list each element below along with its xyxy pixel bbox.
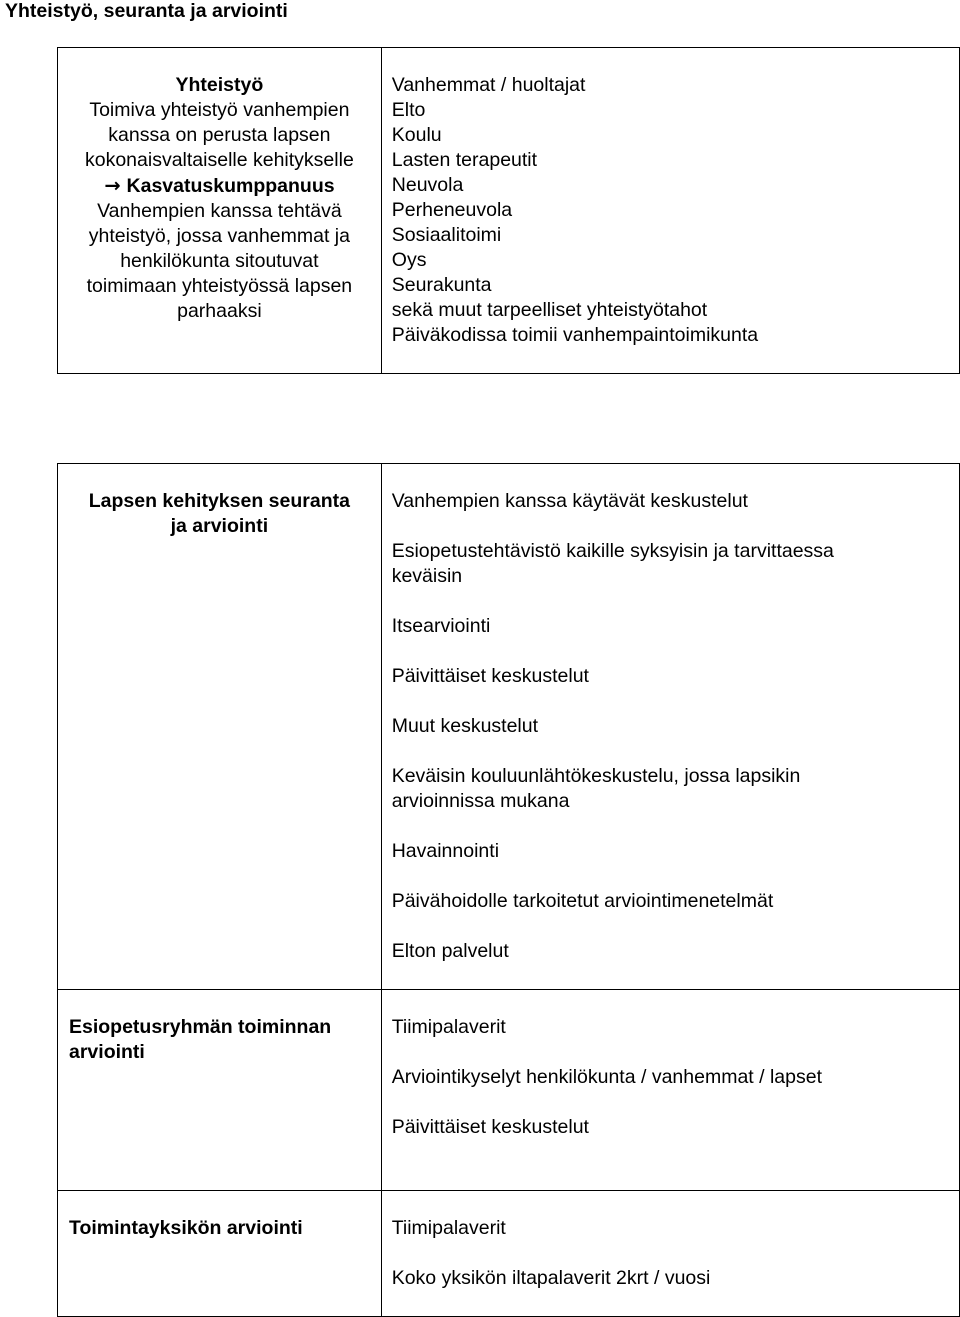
- evaluation-item: Elton palvelut: [391, 940, 509, 962]
- partner-item: Vanhemmat / huoltajat: [391, 74, 586, 96]
- partner-item: Perheneuvola: [391, 199, 513, 221]
- cooperation-text-line: henkilökunta sitoutuvat: [120, 250, 319, 272]
- evaluation-item: Tiimipalaverit: [391, 1217, 506, 1239]
- cooperation-text-line: kanssa on perusta lapsen: [108, 124, 331, 146]
- evaluation-item: Vanhempien kanssa käytävät keskustelut: [391, 490, 748, 512]
- partner-item: Koulu: [391, 124, 442, 146]
- cooperation-text-line: Vanhempien kanssa tehtävä: [97, 200, 342, 222]
- evaluation-row: [58, 464, 960, 990]
- evaluation-item: Keväisin kouluunlähtökeskustelu, jossa lapsikin: [391, 765, 801, 787]
- cooperation-text-line: yhteistyö, jossa vanhemmat ja: [88, 225, 350, 247]
- evaluation-item: Esiopetustehtävistö kaikille syksyisin ja tarvittaessa: [391, 540, 834, 562]
- section-heading-cell: [58, 1191, 382, 1317]
- section-heading: Esiopetusryhmän toiminnan: [69, 1016, 332, 1038]
- section-heading: Lapsen kehityksen seuranta: [88, 490, 350, 512]
- cooperation-heading: Yhteistyö: [175, 74, 264, 96]
- partner-item: Oys: [391, 249, 427, 271]
- cooperation-text-line: parhaaksi: [177, 300, 262, 322]
- partner-item: Sosiaalitoimi: [391, 224, 502, 246]
- cooperation-text-line: toimimaan yhteistyössä lapsen: [86, 275, 353, 297]
- evaluation-item: keväisin: [391, 565, 463, 587]
- cooperation-text-line: Toimiva yhteistyö vanhempien: [89, 99, 350, 121]
- evaluation-item: arvioinnissa mukana: [391, 790, 570, 812]
- section-heading-cell: [58, 990, 382, 1191]
- partner-item: Seurakunta: [391, 274, 492, 296]
- evaluation-table: [57, 463, 960, 1317]
- section-heading-cell: [58, 464, 382, 990]
- evaluation-item: Päivittäiset keskustelut: [391, 1116, 589, 1138]
- partner-item: Päiväkodissa toimii vanhempaintoimikunta: [391, 324, 759, 346]
- evaluation-item: Tiimipalaverit: [391, 1016, 506, 1038]
- partner-item: Elto: [391, 99, 426, 121]
- partner-item: Neuvola: [391, 174, 464, 196]
- section-items-cell: [381, 990, 959, 1191]
- right-arrow-icon: →: [104, 174, 121, 197]
- partner-item: Lasten terapeutit: [391, 149, 538, 171]
- evaluation-item: Muut keskustelut: [391, 715, 539, 737]
- section-heading: Toimintayksikön arviointi: [69, 1217, 303, 1239]
- section-heading: arviointi: [69, 1041, 145, 1063]
- evaluation-item: Itsearviointi: [391, 615, 491, 637]
- evaluation-item: Koko yksikön iltapalaverit 2krt / vuosi: [391, 1267, 711, 1289]
- cooperation-table: [57, 47, 960, 374]
- evaluation-item: Päivähoidolle tarkoitetut arviointimenetelmät: [391, 890, 774, 912]
- cooperation-partners-cell: [381, 48, 959, 374]
- partnership-line: [58, 173, 381, 199]
- evaluation-row: [58, 1191, 960, 1317]
- page-title: Yhteistyö, seuranta ja arviointi: [5, 0, 288, 22]
- evaluation-item: Arviointikyselyt henkilökunta / vanhemmat / lapset: [391, 1066, 822, 1088]
- evaluation-item: Päivittäiset keskustelut: [391, 665, 589, 687]
- evaluation-item: Havainnointi: [391, 840, 500, 862]
- cooperation-text-line: kokonaisvaltaiselle kehitykselle: [84, 149, 354, 171]
- cooperation-description-cell: [58, 48, 382, 374]
- section-heading: ja arviointi: [170, 515, 269, 537]
- section-items-cell: [381, 464, 959, 990]
- evaluation-row: [58, 990, 960, 1191]
- partnership-term: Kasvatuskumppanuus: [126, 175, 335, 197]
- partner-item: sekä muut tarpeelliset yhteistyötahot: [391, 299, 708, 321]
- section-items-cell: [381, 1191, 959, 1317]
